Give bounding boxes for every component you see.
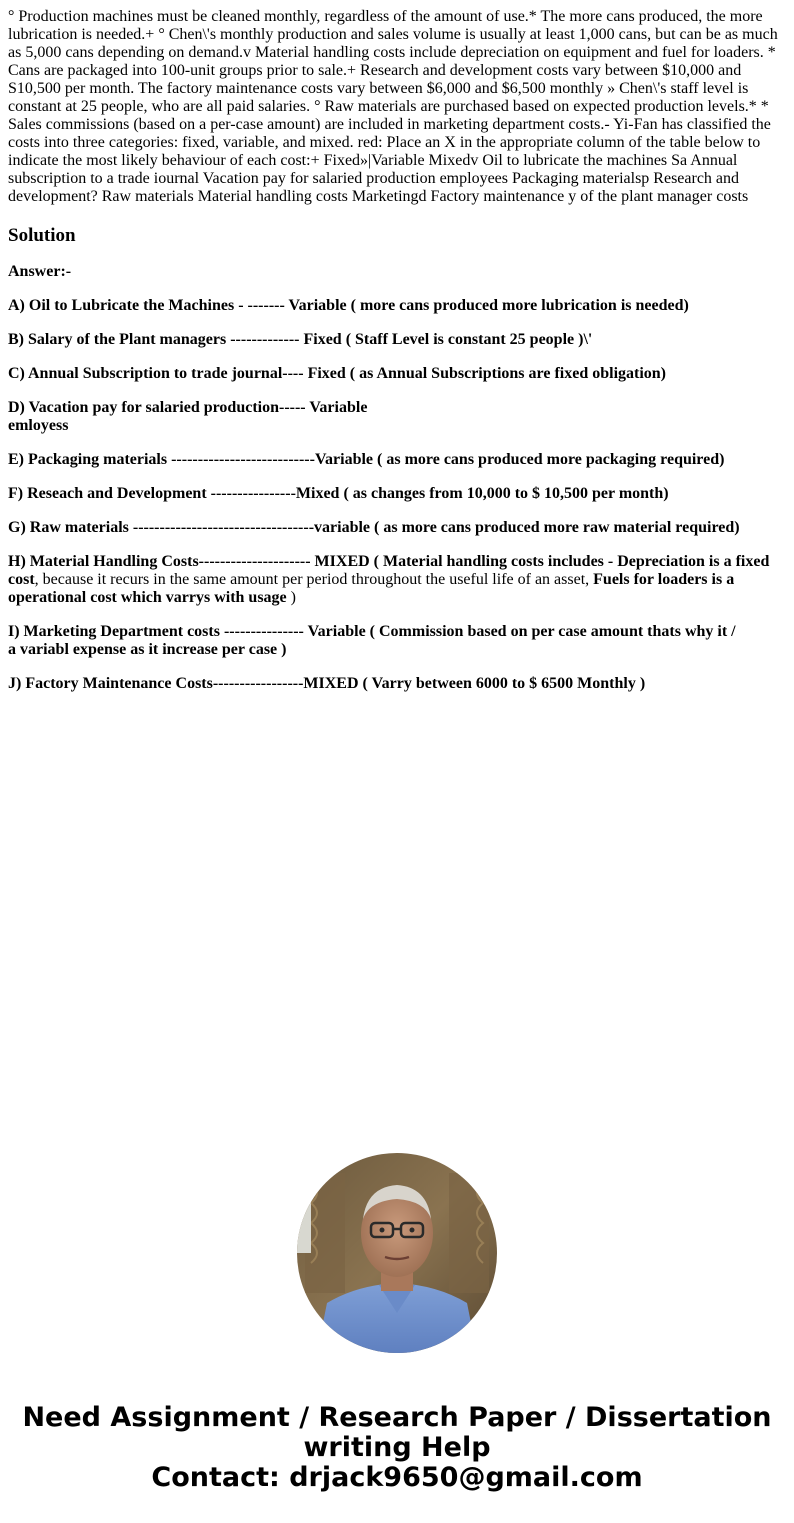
answer-i-line2: a variabl expense as it increase per case ): [8, 641, 287, 658]
promo-line-2: writing Help: [303, 1432, 491, 1463]
answer-d-line2: emloyess: [8, 417, 69, 434]
answer-j: [8, 675, 786, 693]
answer-e-text: E) Packaging materials ---------------------------Variable ( as more cans produced more packaging required): [8, 451, 725, 468]
answer-i: [8, 623, 786, 659]
answer-h-end: ): [286, 589, 296, 606]
solution-heading: Solution: [8, 225, 76, 246]
answer-e: [8, 451, 786, 469]
answer-g-text: G) Raw materials ----------------------------------variable ( as more cans produced more raw material required): [8, 519, 740, 536]
answer-a: [8, 297, 786, 315]
avatar-portrait-image: [297, 1153, 497, 1353]
promo-banner: [0, 1403, 794, 1493]
main-content: [8, 8, 786, 693]
answer-j-text: J) Factory Maintenance Costs-----------------MIXED ( Varry between 6000 to $ 6500 Monthly ): [8, 675, 646, 692]
promo-contact: Contact: drjack9650@gmail.com: [151, 1462, 643, 1493]
answer-label: Answer:-: [8, 263, 72, 280]
answer-f: [8, 485, 786, 503]
answer-a-text: A) Oil to Lubricate the Machines - ------- Variable ( more cans produced more lubrication is needed): [8, 297, 689, 314]
answer-h-bold2: Fuels for loaders is a operational cost which varrys with usage: [8, 571, 735, 606]
answer-g: [8, 519, 786, 537]
avatar: [297, 1153, 497, 1353]
answer-b-text: B) Salary of the Plant managers ------------- Fixed ( Staff Level is constant 25 people )\': [8, 331, 593, 348]
answer-i-line1: I) Marketing Department costs --------------- Variable ( Commission based on per case amount thats why it /: [8, 623, 736, 640]
answer-h-normal: , because it recurs in the same amount per period throughout the useful life of an asset,: [34, 571, 594, 588]
answer-b: [8, 331, 786, 349]
answer-c-text: C) Annual Subscription to trade journal---- Fixed ( as Annual Subscriptions are fixed obligation): [8, 365, 667, 382]
question-text: ° Production machines must be cleaned monthly, regardless of the amount of use.* The more cans produced, the more lubrication is needed.+ ° Chen\'s monthly production and sales volume is usually at least 1,000 cans, but can be as much as 5,000 cans depending on demand.v Material handling costs include depreciation on equipment and fuel for loaders. * Cans are packaged into 100-unit groups prior to sale.+ Research and development costs vary between $10,000 and S10,500 per month. The factory maintenance costs vary between $6,000 and $6,500 monthly » Chen\'s staff level is constant at 25 people, who are all paid salaries. ° Raw materials are purchased based on expected production levels.* * Sales commissions (based on a per-case amount) are included in marketing department costs.- Yi-Fan has classified the costs into three categories: fixed, variable, and mixed. red: Place an X in the appropriate column of the table below to indicate the most likely behaviour of each cost:+ Fixed»|Variable Mixedv Oil to lubricate the machines Sa Annual subscription to a trade iournal Vacation pay for salaried production employees Packaging materialsp Research and development? Raw materials Material handling costs Marketingd Factory maintenance y of the plant manager costs: [8, 8, 778, 205]
promo-line-1: Need Assignment / Research Paper / Dissertation: [22, 1402, 772, 1433]
answer-h-bold1: H) Material Handling Costs--------------------- MIXED ( Material handling costs includes - Depreciation is a fixed cost: [8, 553, 770, 588]
answer-f-text: F) Reseach and Development ----------------Mixed ( as changes from 10,000 to $ 10,500 per month): [8, 485, 669, 502]
answer-c: [8, 365, 786, 383]
answer-d: [8, 399, 786, 435]
answer-d-line1: D) Vacation pay for salaried production----- Variable: [8, 399, 368, 416]
answer-h: [8, 553, 786, 607]
